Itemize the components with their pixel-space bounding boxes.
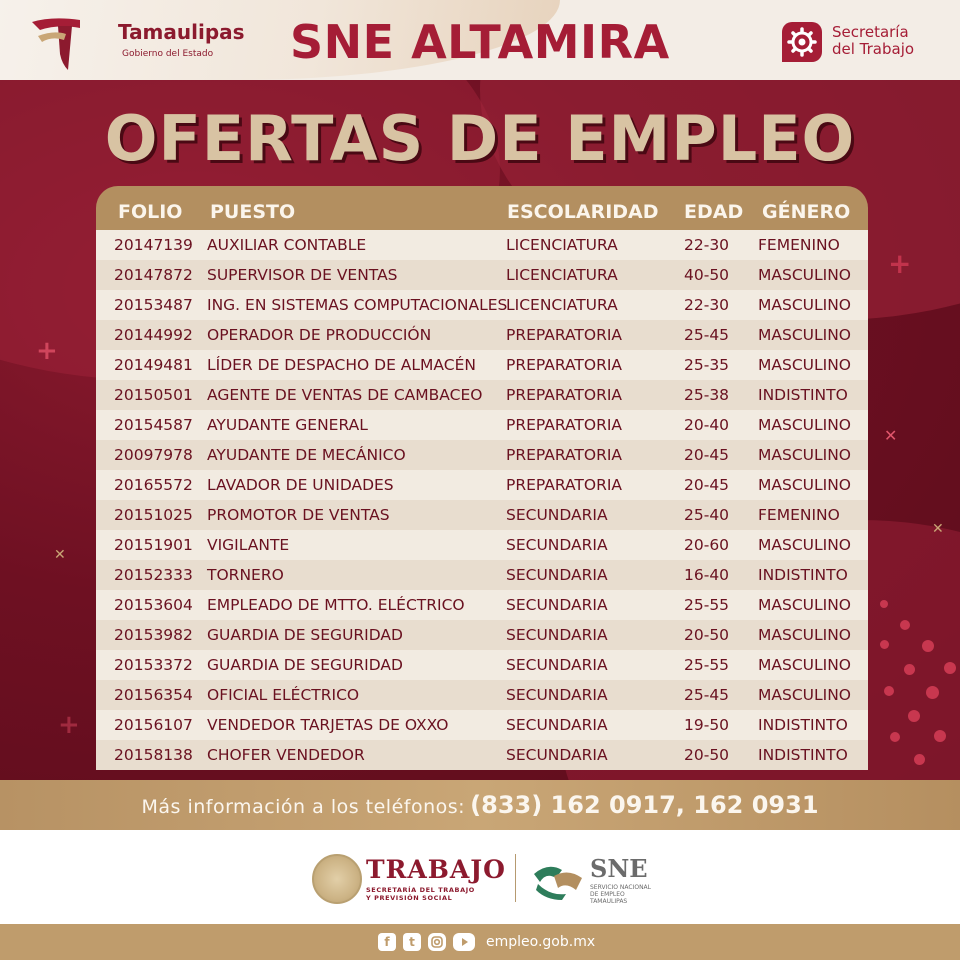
cell-folio: 20144992 bbox=[114, 326, 193, 344]
cell-genero: INDISTINTO bbox=[758, 566, 848, 584]
column-header-folio: FOLIO bbox=[118, 201, 183, 223]
cell-edad: 25-45 bbox=[684, 326, 730, 344]
cell-escolaridad: PREPARATORIA bbox=[506, 326, 623, 344]
cell-folio: 20147139 bbox=[114, 236, 193, 254]
table-row bbox=[96, 350, 868, 380]
cell-escolaridad: PREPARATORIA bbox=[506, 356, 623, 374]
column-header-edad: EDAD bbox=[684, 201, 744, 223]
cell-escolaridad: LICENCIATURA bbox=[506, 266, 618, 284]
cell-edad: 25-55 bbox=[684, 656, 730, 674]
cell-folio: 20154587 bbox=[114, 416, 193, 434]
dot bbox=[880, 600, 888, 608]
sne-subtitle bbox=[590, 884, 651, 905]
cell-genero: MASCULINO bbox=[758, 596, 851, 614]
mexico-seal-icon bbox=[312, 854, 362, 904]
cell-puesto: EMPLEADO DE MTTO. ELÉCTRICO bbox=[207, 596, 465, 614]
tamaulipas-logo[interactable] bbox=[22, 10, 245, 70]
table-row bbox=[96, 500, 868, 530]
cell-genero: MASCULINO bbox=[758, 476, 851, 494]
secretaria-line1: Secretaría bbox=[832, 23, 909, 41]
dot bbox=[884, 686, 894, 696]
cell-folio: 20153604 bbox=[114, 596, 193, 614]
table-row bbox=[96, 320, 868, 350]
cell-folio: 20153372 bbox=[114, 656, 193, 674]
table-row bbox=[96, 680, 868, 710]
table-row bbox=[96, 620, 868, 650]
cell-folio: 20149481 bbox=[114, 356, 193, 374]
cell-escolaridad: LICENCIATURA bbox=[506, 236, 618, 254]
cell-folio: 20147872 bbox=[114, 266, 193, 284]
sne-subtitle-line1: SERVICIO NACIONAL bbox=[590, 884, 652, 891]
youtube-icon[interactable] bbox=[453, 933, 475, 951]
cross-decoration-icon: ✕ bbox=[932, 521, 944, 537]
dot bbox=[914, 754, 925, 765]
cell-folio: 20152333 bbox=[114, 566, 193, 584]
trabajo-subtitle-line2: Y PREVISIÓN SOCIAL bbox=[366, 894, 453, 902]
tamaulipas-subtitle: Gobierno del Estado bbox=[122, 49, 214, 59]
tamaulipas-mark-icon bbox=[28, 14, 98, 74]
cell-edad: 20-50 bbox=[684, 626, 730, 644]
table-row bbox=[96, 260, 868, 290]
cell-puesto: AUXILIAR CONTABLE bbox=[207, 236, 367, 254]
cell-folio: 20156354 bbox=[114, 686, 193, 704]
plus-decoration-icon: + bbox=[888, 247, 912, 280]
cell-escolaridad: SECUNDARIA bbox=[506, 656, 608, 674]
cross-decoration-icon: ✕ bbox=[884, 426, 898, 445]
cell-folio: 20165572 bbox=[114, 476, 193, 494]
footer-url-link[interactable]: empleo.gob.mx bbox=[486, 934, 596, 950]
cell-genero: MASCULINO bbox=[758, 296, 851, 314]
cell-edad: 25-55 bbox=[684, 596, 730, 614]
cell-puesto: ING. EN SISTEMAS COMPUTACIONALES bbox=[207, 296, 508, 314]
instagram-icon[interactable] bbox=[428, 933, 446, 951]
cell-edad: 22-30 bbox=[684, 296, 730, 314]
cell-genero: MASCULINO bbox=[758, 446, 851, 464]
twitter-icon[interactable]: t bbox=[403, 933, 421, 951]
cell-edad: 25-45 bbox=[684, 686, 730, 704]
dot bbox=[890, 732, 900, 742]
cell-genero: MASCULINO bbox=[758, 536, 851, 554]
table-row bbox=[96, 590, 868, 620]
table-row bbox=[96, 530, 868, 560]
dot bbox=[908, 710, 920, 722]
cell-genero: MASCULINO bbox=[758, 656, 851, 674]
table-row bbox=[96, 290, 868, 320]
table-row bbox=[96, 560, 868, 590]
cell-puesto: AGENTE DE VENTAS DE CAMBACEO bbox=[207, 386, 483, 404]
cell-genero: MASCULINO bbox=[758, 356, 851, 374]
table-row bbox=[96, 710, 868, 740]
cell-folio: 20158138 bbox=[114, 746, 193, 764]
cell-edad: 25-40 bbox=[684, 506, 730, 524]
cell-escolaridad: PREPARATORIA bbox=[506, 476, 623, 494]
cell-escolaridad: SECUNDARIA bbox=[506, 566, 608, 584]
cell-escolaridad: SECUNDARIA bbox=[506, 626, 608, 644]
cell-escolaridad: PREPARATORIA bbox=[506, 386, 623, 404]
cell-puesto: VIGILANTE bbox=[207, 536, 290, 554]
cell-escolaridad: SECUNDARIA bbox=[506, 746, 608, 764]
cell-genero: MASCULINO bbox=[758, 686, 851, 704]
dot bbox=[934, 730, 946, 742]
table-header bbox=[96, 186, 868, 230]
cell-puesto: GUARDIA DE SEGURIDAD bbox=[207, 626, 403, 644]
cell-escolaridad: LICENCIATURA bbox=[506, 296, 618, 314]
dot bbox=[926, 686, 939, 699]
dot bbox=[900, 620, 910, 630]
cell-puesto: LAVADOR DE UNIDADES bbox=[207, 476, 394, 494]
cell-folio: 20150501 bbox=[114, 386, 193, 404]
handshake-icon bbox=[532, 856, 584, 902]
footer bbox=[0, 924, 960, 960]
cell-edad: 22-30 bbox=[684, 236, 730, 254]
facebook-icon[interactable]: f bbox=[378, 933, 396, 951]
trabajo-title[interactable]: TRABAJO bbox=[366, 855, 506, 884]
cell-genero: INDISTINTO bbox=[758, 746, 848, 764]
cell-puesto: OFICIAL ELÉCTRICO bbox=[207, 686, 360, 704]
secretaria-line2: del Trabajo bbox=[832, 40, 915, 58]
cell-edad: 25-38 bbox=[684, 386, 730, 404]
cell-genero: FEMENINO bbox=[758, 506, 840, 524]
cell-genero: INDISTINTO bbox=[758, 716, 848, 734]
cell-genero: FEMENINO bbox=[758, 236, 840, 254]
plus-decoration-icon: + bbox=[36, 336, 58, 366]
cell-edad: 20-45 bbox=[684, 446, 730, 464]
cell-edad: 25-35 bbox=[684, 356, 730, 374]
cell-edad: 20-50 bbox=[684, 746, 730, 764]
cell-genero: MASCULINO bbox=[758, 626, 851, 644]
cell-puesto: SUPERVISOR DE VENTAS bbox=[207, 266, 398, 284]
contact-bar bbox=[0, 780, 960, 830]
secretaria-trabajo-logo[interactable] bbox=[782, 20, 932, 64]
job-offers-table bbox=[96, 186, 868, 770]
cell-puesto: OPERADOR DE PRODUCCIÓN bbox=[207, 326, 432, 344]
cell-edad: 20-45 bbox=[684, 476, 730, 494]
sne-subtitle-line2: DE EMPLEO bbox=[590, 891, 625, 898]
trabajo-subtitle bbox=[366, 886, 475, 902]
cell-escolaridad: SECUNDARIA bbox=[506, 716, 608, 734]
logos-strip bbox=[0, 830, 960, 924]
cross-decoration-icon: ✕ bbox=[54, 547, 66, 563]
cell-escolaridad: SECUNDARIA bbox=[506, 506, 608, 524]
table-row bbox=[96, 230, 868, 260]
table-body bbox=[96, 230, 868, 770]
cell-escolaridad: SECUNDARIA bbox=[506, 596, 608, 614]
cell-folio: 20156107 bbox=[114, 716, 193, 734]
contact-line bbox=[0, 780, 960, 833]
column-header-genero: GÉNERO bbox=[762, 201, 851, 223]
cell-genero: MASCULINO bbox=[758, 326, 851, 344]
contact-phones[interactable]: (833) 162 0917, 162 0931 bbox=[470, 791, 819, 819]
cell-genero: MASCULINO bbox=[758, 266, 851, 284]
table-row bbox=[96, 440, 868, 470]
cell-edad: 16-40 bbox=[684, 566, 730, 584]
cell-puesto: LÍDER DE DESPACHO DE ALMACÉN bbox=[207, 356, 476, 374]
dot bbox=[880, 640, 889, 649]
cell-puesto: CHOFER VENDEDOR bbox=[207, 746, 365, 764]
cell-puesto: GUARDIA DE SEGURIDAD bbox=[207, 656, 403, 674]
contact-label: Más información a los teléfonos: bbox=[141, 796, 466, 818]
cell-puesto: AYUDANTE DE MECÁNICO bbox=[207, 446, 406, 464]
cell-escolaridad: PREPARATORIA bbox=[506, 446, 623, 464]
cell-edad: 40-50 bbox=[684, 266, 730, 284]
gear-icon bbox=[782, 22, 822, 62]
cell-escolaridad: SECUNDARIA bbox=[506, 536, 608, 554]
column-header-escolaridad: ESCOLARIDAD bbox=[507, 201, 659, 223]
dot bbox=[944, 662, 956, 674]
cell-folio: 20153982 bbox=[114, 626, 193, 644]
cell-edad: 20-40 bbox=[684, 416, 730, 434]
offers-title: OFERTAS DE EMPLEO bbox=[104, 102, 856, 175]
tamaulipas-name: Tamaulipas bbox=[118, 20, 245, 44]
cell-escolaridad: PREPARATORIA bbox=[506, 416, 623, 434]
column-header-puesto: PUESTO bbox=[210, 201, 296, 223]
cell-folio: 20153487 bbox=[114, 296, 193, 314]
cell-puesto: AYUDANTE GENERAL bbox=[207, 416, 368, 434]
cell-folio: 20097978 bbox=[114, 446, 193, 464]
cell-genero: INDISTINTO bbox=[758, 386, 848, 404]
table-row bbox=[96, 740, 868, 770]
table-row bbox=[96, 380, 868, 410]
table-row bbox=[96, 470, 868, 500]
logos-divider bbox=[515, 854, 516, 902]
secretaria-text bbox=[832, 24, 914, 58]
plus-decoration-icon: + bbox=[58, 710, 80, 740]
sne-subtitle-line3: TAMAULIPAS bbox=[590, 898, 628, 905]
cell-folio: 20151025 bbox=[114, 506, 193, 524]
cell-puesto: PROMOTOR DE VENTAS bbox=[207, 506, 390, 524]
cell-edad: 20-60 bbox=[684, 536, 730, 554]
page-title: SNE ALTAMIRA bbox=[290, 15, 670, 69]
cell-escolaridad: SECUNDARIA bbox=[506, 686, 608, 704]
cell-edad: 19-50 bbox=[684, 716, 730, 734]
dot bbox=[904, 664, 915, 675]
sne-title[interactable]: SNE bbox=[590, 854, 648, 883]
cell-folio: 20151901 bbox=[114, 536, 193, 554]
trabajo-subtitle-line1: SECRETARÍA DEL TRABAJO bbox=[366, 886, 475, 894]
cell-puesto: TORNERO bbox=[207, 566, 284, 584]
dot bbox=[922, 640, 934, 652]
header bbox=[0, 0, 960, 80]
cell-genero: MASCULINO bbox=[758, 416, 851, 434]
table-row bbox=[96, 410, 868, 440]
table-row bbox=[96, 650, 868, 680]
cell-puesto: VENDEDOR TARJETAS DE OXXO bbox=[207, 716, 449, 734]
